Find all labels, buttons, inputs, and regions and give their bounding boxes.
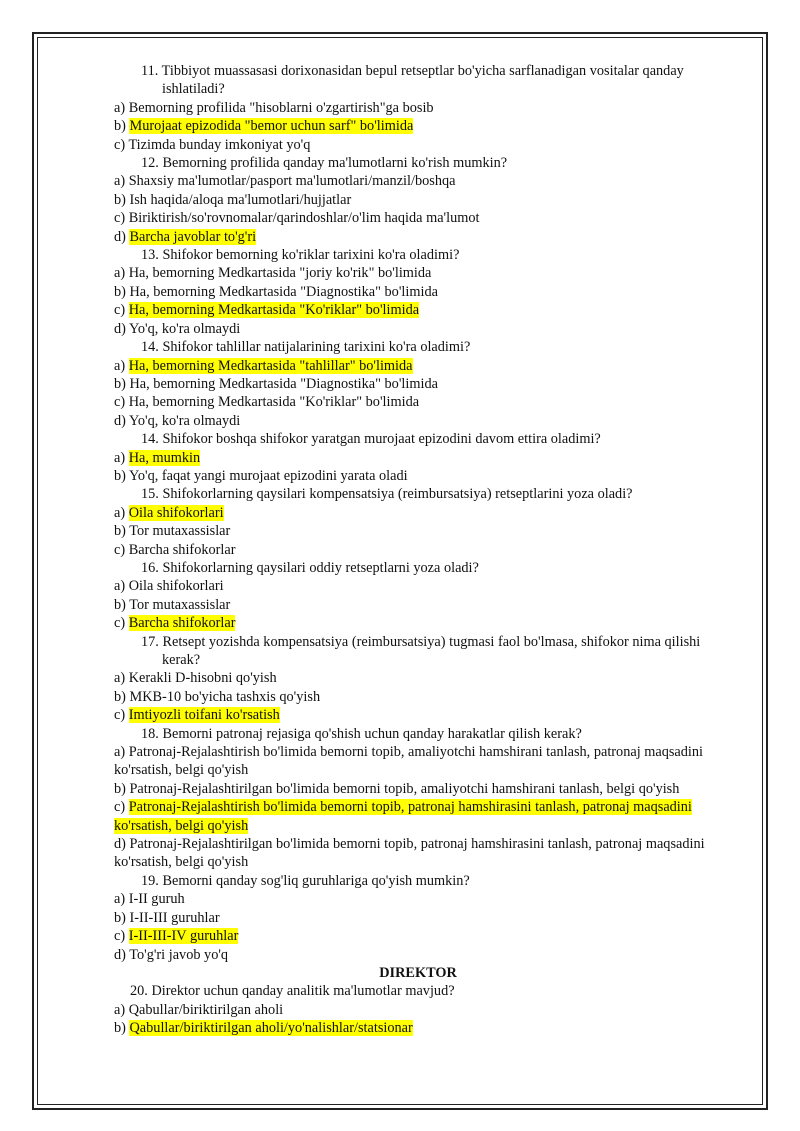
option-letter: a) [114, 670, 129, 687]
option-letter: c) [114, 615, 129, 632]
option-letter: c) [114, 707, 129, 724]
option-text: To'g'ri javob yo'q [129, 946, 229, 963]
option-letter: b) [114, 688, 130, 705]
question-text: 14. Shifokor boshqa shifokor yaratgan murojaat epizodini davom ettira oladimi? [141, 431, 601, 448]
option-letter: b) [114, 523, 130, 540]
highlighted-answer-text: I-II-III-IV guruhlar [128, 928, 239, 945]
option-text: Bemorning profilida "hisoblarni o'zgartirish"ga bosib [128, 99, 434, 116]
answer-option [114, 1001, 734, 1019]
answer-option [114, 136, 734, 154]
option-text: Yo'q, ko'ra olmaydi [128, 412, 241, 429]
section-heading: DIREKTOR [379, 964, 457, 981]
answer-option [114, 522, 734, 540]
option-letter: c) [114, 136, 129, 153]
question-text: 18. Bemorni patronaj rejasiga qo'shish uchun qanday harakatlar qilish kerak? [141, 725, 582, 742]
highlighted-answer-text: Ha, mumkin [128, 449, 201, 466]
answer-option [114, 375, 734, 393]
answer-option [114, 191, 734, 209]
option-text: Barcha shifokorlar [128, 541, 236, 558]
answer-option [114, 743, 734, 780]
option-letter: a) [114, 1001, 129, 1018]
option-text: Kerakli D-hisobni qo'yish [128, 670, 277, 687]
option-letter: c) [114, 928, 129, 945]
answer-option-correct [114, 614, 734, 632]
question-text: 11. Tibbiyot muassasasi dorixonasidan bepul retseptlar bo'yicha sarflanadigan vositalar qanday ishlatiladi? [141, 63, 684, 98]
option-text: MKB-10 bo'yicha tashxis qo'yish [129, 688, 321, 705]
option-letter: b) [114, 375, 130, 392]
answer-option [114, 596, 734, 614]
option-text: I-II-III guruhlar [129, 909, 220, 926]
option-letter: b) [114, 467, 129, 484]
option-letter: d) [114, 946, 130, 963]
highlighted-answer-text: Barcha shifokorlar [128, 615, 236, 632]
question-text: 13. Shifokor bemorning ko'riklar tarixini ko'ra oladimi? [141, 247, 460, 264]
answer-option [114, 890, 734, 908]
answer-option [114, 412, 734, 430]
option-letter: a) [114, 99, 129, 116]
answer-option [114, 577, 734, 595]
option-text: Oila shifokorlari [128, 578, 224, 595]
option-text: Yo'q, ko'ra olmaydi [128, 320, 241, 337]
answer-option [114, 209, 734, 227]
option-letter: a) [114, 357, 129, 374]
question-text: 19. Bemorni qanday sog'liq guruhlariga qo'yish mumkin? [141, 872, 470, 889]
option-text: Patronaj-Rejalashtirish bo'limida bemorni topib, amaliyotchi hamshirani tanlash, patronaj maqsadini ko'rsatish, belgi qo'yish [114, 744, 704, 779]
highlighted-answer-text: Qabullar/biriktirilgan aholi/yo'nalishlar/statsionar [129, 1020, 413, 1037]
option-letter: a) [114, 891, 129, 908]
answer-option [114, 946, 734, 964]
highlighted-answer-text: Imtiyozli toifani ko'rsatish [128, 707, 280, 724]
answer-option-correct [114, 927, 734, 945]
question-text: 14. Shifokor tahlillar natijalarining tarixini ko'ra oladimi? [141, 339, 471, 356]
answer-option [114, 688, 734, 706]
option-letter: b) [114, 909, 130, 926]
question-text: 20. Direktor uchun qanday analitik ma'lumotlar mavjud? [130, 983, 455, 1000]
option-letter: a) [114, 173, 129, 190]
answer-option-correct [114, 1019, 734, 1037]
answer-option-correct [114, 798, 734, 835]
option-text: Ha, bemorning Medkartasida "Diagnostika" bo'limida [129, 375, 438, 392]
answer-option [114, 541, 734, 559]
answer-option [114, 320, 734, 338]
answer-option-correct [114, 117, 734, 135]
highlighted-answer-text: Ha, bemorning Medkartasida "tahlillar" bo'limida [128, 357, 413, 374]
option-letter: b) [114, 191, 130, 208]
answer-option-correct [114, 504, 734, 522]
option-text: Patronaj-Rejalashtirilgan bo'limida bemorni topib, amaliyotchi hamshirani tanlash, belgi qo'yish [129, 780, 680, 797]
option-letter: b) [114, 780, 130, 797]
option-text: Patronaj-Rejalashtirilgan bo'limida bemorni topib, patronaj hamshirasini tanlash, patronaj maqsadini ko'rsatish, belgi qo'yish [114, 836, 705, 871]
question-text: 12. Bemorning profilida qanday ma'lumotlarni ko'rish mumkin? [141, 155, 508, 172]
answer-option [114, 264, 734, 282]
option-letter: a) [114, 265, 129, 282]
option-text: Tor mutaxassislar [129, 596, 231, 613]
answer-option-correct [114, 706, 734, 724]
answer-option [114, 669, 734, 687]
answer-option-correct [114, 449, 734, 467]
answer-option-correct [114, 301, 734, 319]
option-text: Ha, bemorning Medkartasida "Ko'riklar" bo'limida [128, 394, 420, 411]
option-text: Ish haqida/aloqa ma'lumotlari/hujjatlar [129, 191, 352, 208]
option-text: Tor mutaxassislar [129, 523, 231, 540]
quiz-content [114, 62, 734, 1038]
option-text: Shaxsiy ma'lumotlar/pasport ma'lumotlari/manzil/boshqa [128, 173, 456, 190]
option-text: Ha, bemorning Medkartasida "joriy ko'rik" bo'limida [128, 265, 432, 282]
answer-option-correct [114, 357, 734, 375]
answer-option [114, 393, 734, 411]
highlighted-answer-text: Patronaj-Rejalashtirish bo'limida bemorni topib, patronaj hamshirasini tanlash, patronaj maqsadini ko'rsatish, belgi qo'yish [114, 799, 692, 834]
option-letter: c) [114, 302, 129, 319]
question-text: 15. Shifokorlarning qaysilari kompensatsiya (reimbursatsiya) retseptlarini yoza oladi? [141, 486, 633, 503]
option-letter: a) [114, 504, 129, 521]
option-letter: b) [114, 118, 130, 135]
question-text: 16. Shifokorlarning qaysilari oddiy retseptlarni yoza oladi? [141, 559, 479, 576]
highlighted-answer-text: Oila shifokorlari [128, 504, 224, 521]
option-letter: c) [114, 541, 129, 558]
answer-option [114, 467, 734, 485]
option-text: I-II guruh [128, 891, 185, 908]
highlighted-answer-text: Ha, bemorning Medkartasida "Ko'riklar" bo'limida [128, 302, 420, 319]
answer-option [114, 780, 734, 798]
answer-option [114, 283, 734, 301]
highlighted-answer-text: Murojaat epizodida "bemor uchun sarf" bo'limida [129, 118, 414, 135]
option-letter: d) [114, 228, 130, 245]
option-text: Ha, bemorning Medkartasida "Diagnostika" bo'limida [129, 283, 438, 300]
option-letter: d) [114, 412, 129, 429]
option-text: Tizimda bunday imkoniyat yo'q [128, 136, 311, 153]
option-text: Biriktirish/so'rovnomalar/qarindoshlar/o'lim haqida ma'lumot [128, 210, 480, 227]
option-letter: a) [114, 578, 129, 595]
option-letter: b) [114, 1020, 130, 1037]
option-letter: b) [114, 596, 130, 613]
option-letter: a) [114, 744, 129, 761]
option-letter: d) [114, 836, 130, 853]
option-letter: c) [114, 799, 129, 816]
question-text: 17. Retsept yozishda kompensatsiya (reimbursatsiya) tugmasi faol bo'lmasa, shifokor nima qilishi kerak? [141, 633, 701, 668]
answer-option [114, 909, 734, 927]
option-text: Yo'q, faqat yangi murojaat epizodini yarata oladi [128, 467, 408, 484]
option-text: Qabullar/biriktirilgan aholi [128, 1001, 284, 1018]
option-letter: b) [114, 283, 130, 300]
highlighted-answer-text: Barcha javoblar to'g'ri [129, 228, 257, 245]
answer-option [114, 172, 734, 190]
answer-option [114, 835, 734, 872]
answer-option [114, 99, 734, 117]
option-letter: c) [114, 210, 129, 227]
option-letter: d) [114, 320, 129, 337]
option-letter: a) [114, 449, 129, 466]
option-letter: c) [114, 394, 129, 411]
answer-option-correct [114, 228, 734, 246]
